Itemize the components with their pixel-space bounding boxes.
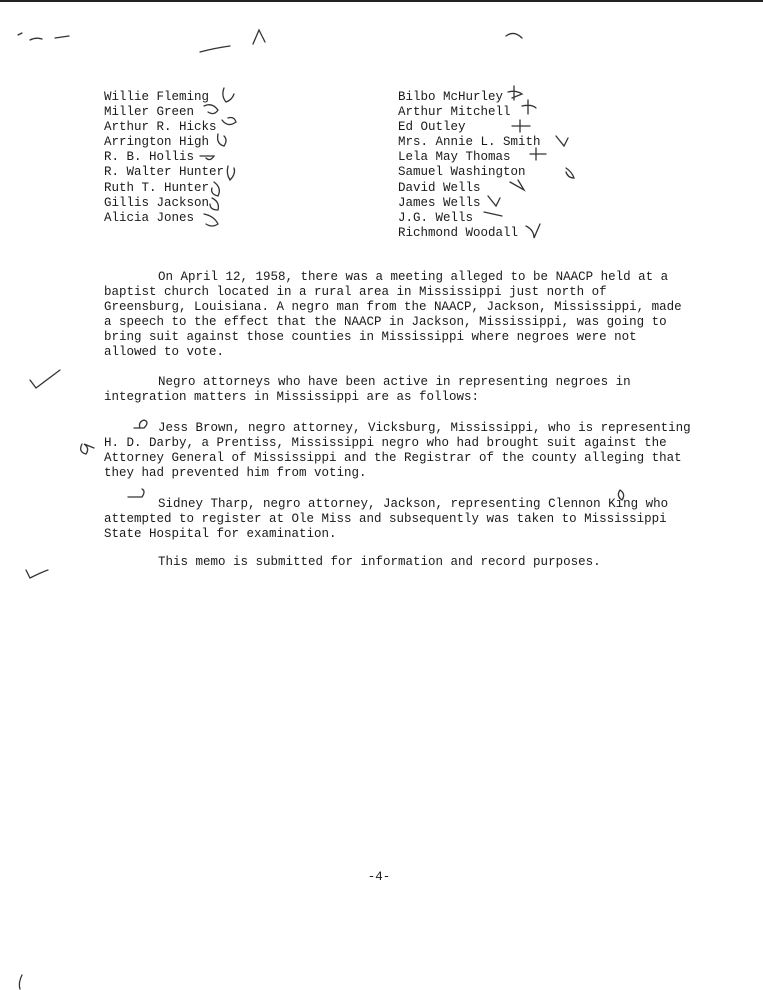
list-item: Ruth T. Hunter bbox=[104, 180, 210, 195]
list-item: Samuel Washington bbox=[398, 165, 526, 180]
list-item: J.G. Wells bbox=[398, 210, 474, 225]
list-item: Arthur Mitchell bbox=[398, 105, 511, 120]
sidney-tharp-paragraph: Sidney Tharp, negro attorney, Jackson, representing Clennon King who attempted to register at Ole Miss and subsequently was taken to Mississippi State Hospital for examination. bbox=[104, 497, 669, 542]
list-item: Ed Outley bbox=[398, 120, 466, 135]
list-item: Arthur R. Hicks bbox=[104, 120, 217, 135]
list-item: R. Walter Hunter bbox=[104, 165, 225, 180]
attorneys-intro-paragraph: Negro attorneys who have been active in representing negroes in integration matters in Mississippi are as follows: bbox=[104, 375, 631, 405]
list-item: David Wells bbox=[398, 180, 481, 195]
jess-brown-paragraph: Jess Brown, negro attorney, Vicksburg, Mississippi, who is representing H. D. Darby, a Prentiss, Mississippi negro who had brought suit against the Attorney General of Mississippi and the Registrar of the county alleging that they had prevented him from voting. bbox=[104, 421, 691, 481]
list-item: Miller Green bbox=[104, 105, 195, 120]
list-item: Lela May Thomas bbox=[398, 150, 511, 165]
list-item: James Wells bbox=[398, 195, 481, 210]
page-number: -4- bbox=[367, 870, 391, 884]
list-item: Arrington High bbox=[104, 135, 210, 150]
list-item: Willie Fleming bbox=[104, 90, 210, 104]
names-list-left bbox=[104, 90, 344, 226]
names-list-right bbox=[398, 90, 658, 241]
list-item: Bilbo McHurley bbox=[398, 90, 504, 104]
list-item: Alicia Jones bbox=[104, 210, 195, 225]
top-border-line bbox=[0, 0, 763, 2]
list-item: R. B. Hollis bbox=[104, 150, 195, 165]
closing-paragraph: This memo is submitted for information and record purposes. bbox=[158, 555, 601, 569]
list-item: Gillis Jackson bbox=[104, 195, 210, 210]
list-item: Mrs. Annie L. Smith bbox=[398, 135, 541, 150]
meeting-paragraph: On April 12, 1958, there was a meeting alleged to be NAACP held at a baptist church located in a rural area in Mississippi just north of Greensburg, Louisiana. A negro man from the NAACP, Jackson, Mississippi, made a speech to the effect that the NAACP in Jackson, Mississippi, was going to bring suit against those counties in Mississippi where negroes were not allowed to vote. bbox=[104, 270, 682, 360]
list-item: Richmond Woodall bbox=[398, 225, 519, 240]
